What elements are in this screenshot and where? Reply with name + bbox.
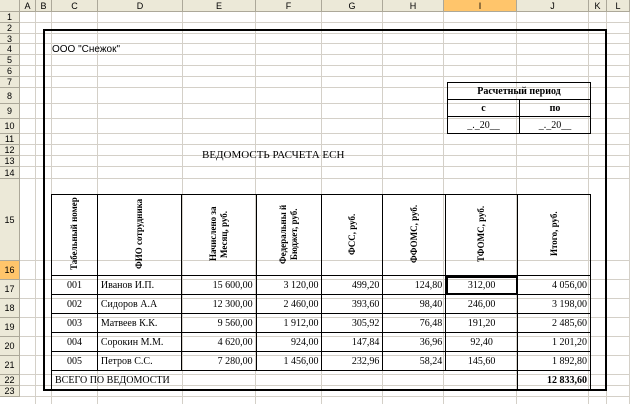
table-row	[52, 352, 591, 371]
header-label: Итого, руб.	[548, 211, 559, 256]
cell-ffoms[interactable]: 58,24	[383, 352, 446, 371]
cell-ffoms[interactable]: 36,96	[383, 333, 446, 352]
cell-accrued[interactable]: 15 600,00	[181, 276, 256, 295]
header-cell[interactable]	[383, 195, 446, 276]
cell-id[interactable]: 005	[52, 352, 98, 371]
table-row	[52, 314, 591, 333]
column-header-d[interactable]: D	[98, 0, 183, 12]
row-header-22[interactable]: 22	[0, 375, 20, 386]
row-header-16[interactable]: 16	[0, 261, 20, 280]
row-header-17[interactable]: 17	[0, 280, 20, 299]
cell-id[interactable]: 004	[52, 333, 98, 352]
header-cell[interactable]	[518, 195, 591, 276]
header-label: ФИО сотрудника	[133, 198, 144, 269]
column-header-j[interactable]: J	[517, 0, 589, 12]
table-row	[52, 333, 591, 352]
header-cell[interactable]	[97, 195, 181, 276]
header-cell[interactable]	[52, 195, 98, 276]
header-label: ФФОМС, руб.	[408, 204, 419, 263]
cell-fss[interactable]: 147,84	[322, 333, 383, 352]
column-header-g[interactable]: G	[322, 0, 383, 12]
column-header-b[interactable]: B	[36, 0, 52, 12]
company-name[interactable]: ООО "Снежок"	[52, 44, 121, 55]
header-cell[interactable]	[446, 195, 518, 276]
header-label: Начислено за Месяц, руб.	[207, 206, 229, 261]
row-header-7[interactable]: 7	[0, 77, 20, 88]
column-header-i[interactable]: I	[444, 0, 517, 12]
cell-fss[interactable]: 305,92	[322, 314, 383, 333]
row-header-5[interactable]: 5	[0, 55, 20, 66]
row-header-2[interactable]: 2	[0, 23, 20, 34]
column-header-h[interactable]: H	[383, 0, 444, 12]
cell-id[interactable]: 002	[52, 295, 98, 314]
row-header-12[interactable]: 12	[0, 145, 20, 156]
cell-ffoms[interactable]: 76,48	[383, 314, 446, 333]
column-header-k[interactable]: K	[589, 0, 607, 12]
row-header-4[interactable]: 4	[0, 44, 20, 55]
cell-federal[interactable]: 924,00	[256, 333, 322, 352]
cell-name[interactable]: Сорокин М.М.	[97, 333, 181, 352]
row-header-9[interactable]: 9	[0, 104, 20, 119]
cell-total[interactable]: 2 485,60	[518, 314, 591, 333]
cell-tfoms[interactable]: 246,00	[446, 295, 518, 314]
cell-accrued[interactable]: 4 620,00	[181, 333, 256, 352]
cell-tfoms[interactable]: 145,60	[446, 352, 518, 371]
row-header-3[interactable]: 3	[0, 34, 20, 44]
cell-federal[interactable]: 1 912,00	[256, 314, 322, 333]
row-header-19[interactable]: 19	[0, 318, 20, 337]
header-cell[interactable]	[181, 195, 256, 276]
row-header-15[interactable]: 15	[0, 179, 20, 261]
cell-total[interactable]: 1 892,80	[518, 352, 591, 371]
cell-federal[interactable]: 2 460,00	[256, 295, 322, 314]
total-value[interactable]: 12 833,60	[518, 371, 591, 390]
header-label: Табельный номер	[68, 197, 79, 270]
gridline-h	[20, 396, 630, 397]
header-label: ТФОМС, руб.	[476, 205, 487, 262]
cell-fss[interactable]: 393,60	[322, 295, 383, 314]
cell-name[interactable]: Сидоров А.А	[97, 295, 181, 314]
total-row	[52, 371, 591, 390]
cell-name[interactable]: Иванов И.П.	[97, 276, 181, 295]
cell-accrued[interactable]: 9 560,00	[181, 314, 256, 333]
payroll-table	[51, 194, 591, 390]
header-cell[interactable]	[256, 195, 322, 276]
row-header-21[interactable]: 21	[0, 356, 20, 375]
row-header-8[interactable]: 8	[0, 88, 20, 104]
cell-accrued[interactable]: 7 280,00	[181, 352, 256, 371]
column-header-a[interactable]: A	[20, 0, 36, 12]
cell-total[interactable]: 1 201,20	[518, 333, 591, 352]
select-all-corner[interactable]	[0, 0, 20, 12]
header-label: ФСС, руб.	[346, 212, 357, 255]
row-header-20[interactable]: 20	[0, 337, 20, 356]
cell-name[interactable]: Петров С.С.	[97, 352, 181, 371]
period-to-value[interactable]: _._20__	[520, 117, 591, 134]
row-header-1[interactable]: 1	[0, 12, 20, 23]
period-from-label[interactable]: с	[448, 100, 520, 117]
row-header-6[interactable]: 6	[0, 66, 20, 77]
cell-fss[interactable]: 499,20	[322, 276, 383, 295]
row-header-10[interactable]: 10	[0, 119, 20, 134]
column-header-l[interactable]: L	[607, 0, 630, 12]
period-to-label[interactable]: по	[520, 100, 591, 117]
cell-federal[interactable]: 3 120,00	[256, 276, 322, 295]
row-header-23[interactable]: 23	[0, 386, 20, 397]
cell-fss[interactable]: 232,96	[322, 352, 383, 371]
column-header-f[interactable]: F	[256, 0, 322, 12]
row-header-18[interactable]: 18	[0, 299, 20, 318]
cell-id[interactable]: 001	[52, 276, 98, 295]
row-header-13[interactable]: 13	[0, 156, 20, 167]
table-row	[52, 295, 591, 314]
cell-tfoms[interactable]: 312,00	[446, 276, 518, 295]
column-header-e[interactable]: E	[183, 0, 256, 12]
period-table	[447, 82, 591, 134]
row-header-11[interactable]: 11	[0, 134, 20, 145]
cell-total[interactable]: 4 056,00	[518, 276, 591, 295]
cell-tfoms[interactable]: 92,40	[446, 333, 518, 352]
table-row	[52, 276, 591, 295]
cell-name[interactable]: Матвеев К.К.	[97, 314, 181, 333]
gridline-h	[20, 22, 630, 23]
row-header-14[interactable]: 14	[0, 167, 20, 179]
cell-accrued[interactable]: 12 300,00	[181, 295, 256, 314]
period-title[interactable]: Расчетный период	[448, 83, 591, 100]
total-label[interactable]: ВСЕГО ПО ВЕДОМОСТИ	[52, 371, 518, 390]
cell-tfoms[interactable]: 191,20	[446, 314, 518, 333]
header-label: Федеральны й Бюджет, руб.	[278, 203, 300, 264]
gridline-v	[35, 12, 36, 404]
cell-id[interactable]: 003	[52, 314, 98, 333]
cell-ffoms[interactable]: 98,40	[383, 295, 446, 314]
header-cell[interactable]	[322, 195, 383, 276]
cell-federal[interactable]: 1 456,00	[256, 352, 322, 371]
cell-total[interactable]: 3 198,00	[518, 295, 591, 314]
cell-ffoms[interactable]: 124,80	[383, 276, 446, 295]
column-header-c[interactable]: C	[52, 0, 98, 12]
period-from-value[interactable]: _._20__	[448, 117, 520, 134]
report-title[interactable]: ВЕДОМОСТЬ РАСЧЕТА ЕСН	[202, 149, 345, 161]
